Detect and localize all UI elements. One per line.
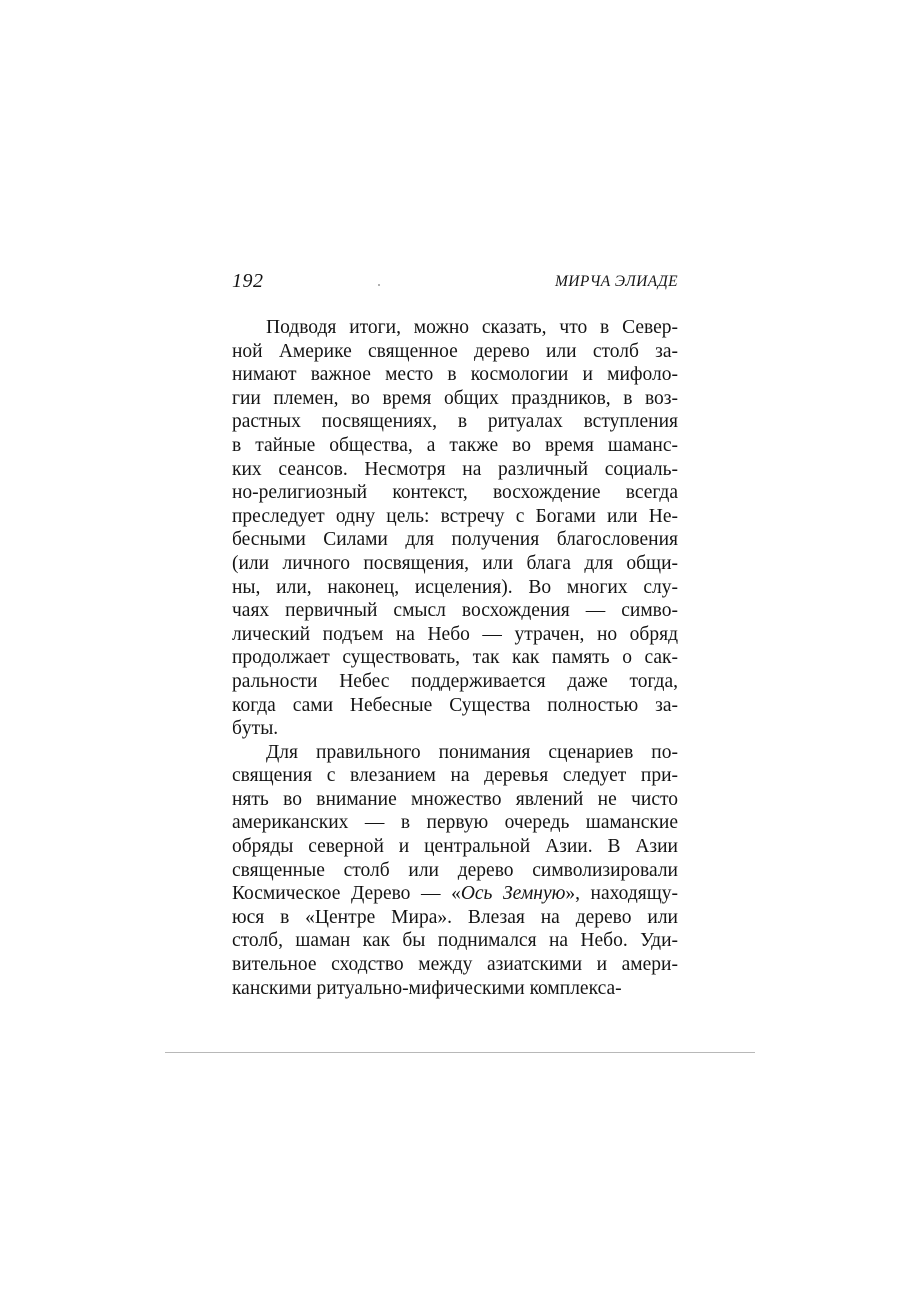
word-group: [503, 882, 580, 906]
text-line: [232, 929, 678, 953]
bottom-rule: [165, 1052, 755, 1053]
word-group: [351, 882, 410, 906]
text-line: [232, 410, 678, 434]
text-segment: (или личного посвящения, или блага для общи-: [232, 552, 678, 574]
word: «: [451, 883, 461, 905]
text-segment: нимают важное место в космологии и мифоло-: [232, 364, 678, 386]
text-line: [232, 859, 678, 883]
word: находящу-: [590, 883, 678, 905]
text-line: [232, 741, 678, 765]
text-segment: продолжает существовать, так как память о сак-: [232, 647, 678, 669]
word: Дерево: [351, 883, 411, 905]
text-segment: нять во внимание множество явлений не чисто: [232, 788, 678, 810]
text-segment: Для правильного понимания сценариев по-: [266, 741, 678, 763]
text-line: [232, 953, 678, 977]
text-segment: столб, шаман как бы поднимался на Небо. Уди-: [232, 930, 678, 952]
text-segment: священные столб или дерево символизировали: [232, 859, 678, 881]
text-line: [232, 363, 678, 387]
text-segment: вительное сходство между азиатскими и амери-: [232, 954, 678, 976]
page-number: 192: [232, 270, 264, 292]
word: —: [421, 883, 441, 905]
text-line: [232, 788, 678, 812]
running-title: МИРЧА ЭЛИАДЕ: [554, 273, 678, 290]
paragraph: [232, 741, 678, 1001]
text-segment: лический подъем на Небо — утрачен, но обряд: [232, 623, 678, 645]
text-segment: в тайные общества, а также во время шаманс-: [232, 434, 678, 456]
text-segment: когда сами Небесные Существа полностью за-: [232, 694, 678, 716]
text-line: [232, 434, 678, 458]
text-segment: но-религиозный контекст, восхождение всегда: [232, 482, 678, 504]
text-segment: священия с влезанием на деревья следует при-: [232, 765, 678, 787]
text-line: [232, 505, 678, 529]
text-segment: ральности Небес поддерживается даже тогда,: [232, 670, 678, 692]
text-line: [232, 670, 678, 694]
header-dot: [378, 284, 380, 286]
text-line: [232, 835, 678, 859]
text-line: [232, 623, 678, 647]
text-line: [232, 882, 678, 906]
text-segment: обряды северной и центральной Азии. В Азии: [232, 836, 678, 858]
word-group: [451, 882, 492, 906]
word: »,: [565, 883, 580, 905]
text-segment: юся в «Центре Мира». Влезая на дерево или: [232, 906, 678, 928]
text-segment: ны, или, наконец, исцеления). Во многих слу-: [232, 576, 678, 598]
text-segment: растных посвящениях, в ритуалах вступления: [232, 411, 678, 433]
text-line: [232, 694, 678, 718]
word-group: [421, 882, 441, 906]
page-header: [232, 270, 678, 300]
text-segment: Подводя итоги, можно сказать, что в Север-: [266, 317, 678, 338]
text-segment: бyты.: [232, 718, 279, 740]
text-line: [232, 646, 678, 670]
text-segment: чаях первичный смысл восхождения — симво-: [232, 600, 678, 622]
text-segment: канскими ритуально-мифическими комплекса-: [232, 977, 622, 999]
text-segment: американских — в первую очередь шаманские: [232, 812, 678, 834]
text-line: [232, 316, 678, 340]
text-line: [232, 977, 678, 1001]
text-segment: бесными Силами для получения благословения: [232, 529, 678, 551]
text-segment: преследует одну цель: встречу с Богами или Не-: [232, 505, 678, 527]
text-line: [232, 528, 678, 552]
italic-word: Земную: [503, 883, 566, 905]
paragraph: [232, 316, 678, 741]
text-line: [232, 576, 678, 600]
text-line: [232, 906, 678, 930]
text-line: [232, 481, 678, 505]
text-segment: ких сеансов. Несмотря на различный социаль-: [232, 458, 678, 480]
text-line: [232, 340, 678, 364]
italic-word: Ось: [460, 883, 493, 905]
body-text: [232, 316, 678, 1000]
text-segment: гии племен, во время общих праздников, в воз-: [232, 387, 678, 409]
text-line: [232, 458, 678, 482]
word: Космическое: [232, 883, 341, 905]
text-line: [232, 764, 678, 788]
text-line: [232, 599, 678, 623]
text-segment: ной Америке священное дерево или столб за-: [232, 340, 678, 362]
word-group: [232, 882, 340, 906]
text-line: [232, 552, 678, 576]
text-line: [232, 387, 678, 411]
text-line: [232, 717, 678, 741]
word-group: [591, 882, 678, 906]
text-line: [232, 811, 678, 835]
